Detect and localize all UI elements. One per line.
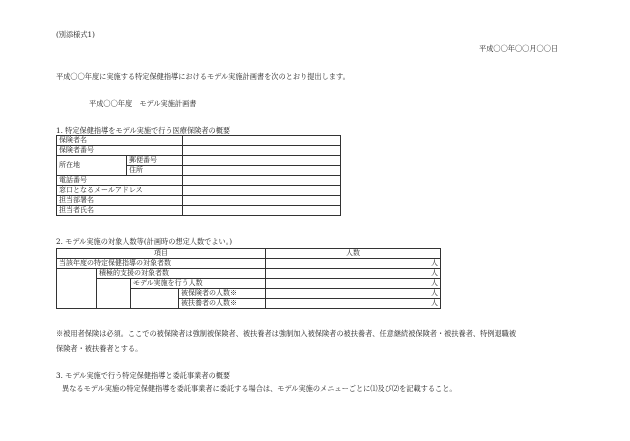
insurer-number-value (183, 146, 341, 156)
insurer-name-value (183, 136, 341, 146)
postal-code-value (183, 156, 341, 166)
postal-code-label: 郵便番号 (127, 156, 183, 166)
table-row (57, 186, 341, 196)
indent-cell (57, 269, 97, 309)
indent-cell (131, 289, 179, 309)
submission-date: 平成〇〇年〇〇月〇〇日 (479, 44, 559, 53)
table-row (57, 156, 341, 166)
person-label: 担当者氏名 (57, 206, 183, 216)
section1-heading: 1. 特定保健指導をモデル実施で行う医療保険者の概要 (56, 126, 231, 135)
row-label: 被保険者の人数※ (179, 289, 266, 299)
insurer-name-label: 保険者名 (57, 136, 183, 146)
table-row (57, 136, 341, 146)
table-row (57, 176, 341, 186)
row-label: 被扶養者の人数※ (179, 299, 266, 309)
table-row (57, 279, 441, 289)
address-value (183, 166, 341, 176)
target-count-table (56, 248, 441, 309)
row-unit: 人 (266, 279, 441, 289)
count-column-header: 人数 (266, 249, 441, 259)
table-row (57, 206, 341, 216)
section3-heading: 3. モデル実施で行う特定保健指導と委託事業者の概要 (56, 371, 231, 380)
row-unit: 人 (266, 269, 441, 279)
note-line-1: ※被用者保険は必須。ここでの被保険者は強制被保険者、被扶養者は強制加入被保険者の被扶養者、任意継続被保険者・被扶養者、特例退職被 (56, 329, 517, 338)
table-header-row (57, 249, 441, 259)
department-label: 担当部署名 (57, 196, 183, 206)
row-label: モデル実施を行う人数 (131, 279, 266, 289)
form-label: (別添様式1) (56, 30, 95, 39)
email-value (183, 186, 341, 196)
indent-cell (97, 279, 131, 309)
insurer-overview-table (56, 135, 341, 216)
email-label: 窓口となるメールアドレス (57, 186, 183, 196)
section3-body: 異なるモデル実施の特定保健指導を委託事業者に委託する場合は、モデル実施のメニューごとに⑴及び⑵を記載すること。 (62, 384, 457, 393)
table-row (57, 269, 441, 279)
table-row (57, 146, 341, 156)
section2-heading: 2. モデル実施の対象人数等(計画時の想定人数でよい。) (56, 237, 233, 246)
location-label: 所在地 (57, 156, 127, 176)
row-label: 積極的支援の対象者数 (97, 269, 266, 279)
phone-label: 電話番号 (57, 176, 183, 186)
row-unit: 人 (266, 289, 441, 299)
insurer-number-label: 保険者番号 (57, 146, 183, 156)
table-row (57, 196, 341, 206)
item-column-header: 項目 (57, 249, 266, 259)
person-value (183, 206, 341, 216)
phone-value (183, 176, 341, 186)
plan-title: 平成〇〇年度 モデル実施計画書 (89, 99, 197, 108)
address-label: 住所 (127, 166, 183, 176)
row-unit: 人 (266, 299, 441, 309)
row-unit: 人 (266, 259, 441, 269)
table-row (57, 259, 441, 269)
department-value (183, 196, 341, 206)
note-line-2: 保険者・被扶養者とする。 (56, 344, 143, 353)
intro-text: 平成〇〇年度に実施する特定保健指導におけるモデル実施計画書を次のとおり提出します。 (56, 72, 350, 81)
row-label: 当該年度の特定保健指導の対象者数 (57, 259, 266, 269)
